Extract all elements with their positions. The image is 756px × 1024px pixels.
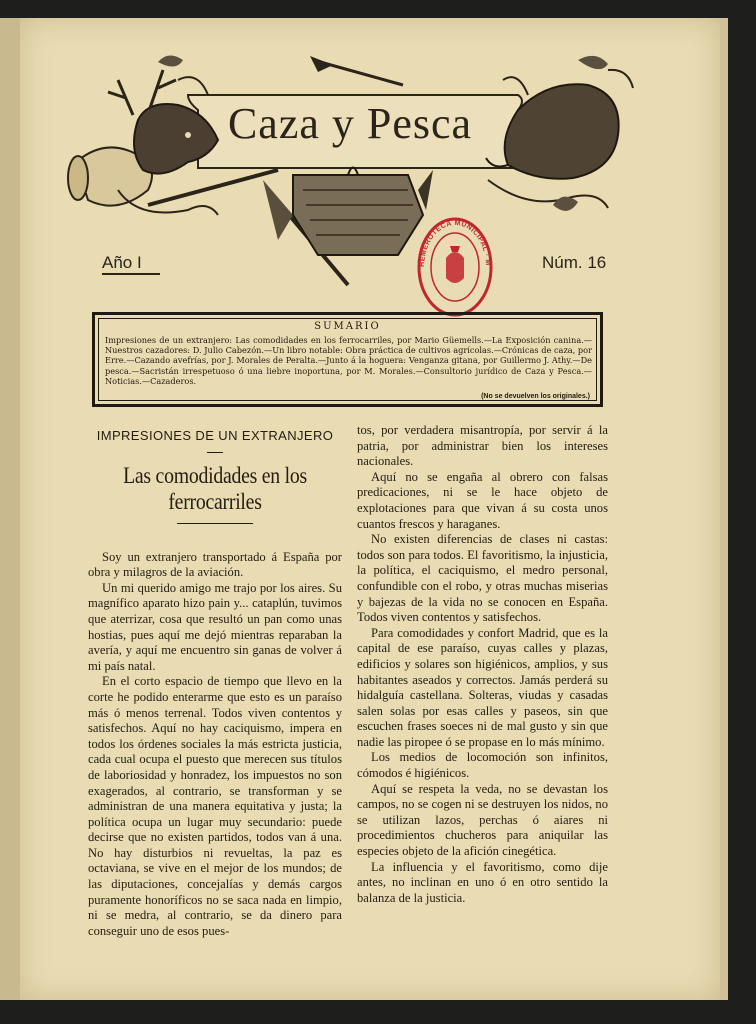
page-right-edge bbox=[720, 18, 728, 1000]
paragraph: No existen diferencias de clases ni castas: todos son para todos. El favoritismo, la injusticia, la política, el caciquismo, el medro personal, confundible con el robo, y otras muchas miserias y bajezas de la vida no se conocen en España. Todos viven contentos y satisfechos. bbox=[357, 532, 608, 625]
issue-number: Núm. 16 bbox=[542, 253, 607, 272]
paragraph: Soy un extranjero transportado á España por obra y milagros de la aviación. bbox=[88, 549, 342, 580]
paragraph: Para comodidades y confort Madrid, que es la capital de ese paraíso, cuyas calles y plazas, edificios y solares son higiénicos, amplios, y sus habitantes aseados y correctos. Jamás perderá su hidalguía castellana. Solteras, viudas y casadas salen solas por esas calles y paseos, sin que escuchen frases soeces ni de mal gusto y sin que nadie las piropee ó se propase en lo más mínimo. bbox=[357, 625, 608, 749]
paragraph: tos, por verdadera misantropía, por servir á la patria, por administrar bien los intereses nacionales. bbox=[357, 423, 608, 469]
paragraph: Aquí se respeta la veda, no se devastan los campos, no se cogen ni se destruyen los nidos, no se utilizan lazos, perchas ó aiares ni procedimientos chucheros para aniquilar las especies objeto de la afición cinegética. bbox=[357, 781, 608, 859]
sumario-title: SUMARIO bbox=[314, 321, 381, 332]
sumario-note: (No se devuelven los originales.) bbox=[481, 393, 590, 400]
magazine-title: Caza y Pesca bbox=[227, 99, 473, 148]
game-bag-icon bbox=[293, 168, 423, 256]
paragraph: Aquí no se engaña al obrero con falsas predicaciones, ni se le hace objeto de explotaciones para que vivan á su costa unos cuantos frescos y haraganes. bbox=[357, 469, 608, 531]
sumario-box bbox=[92, 312, 603, 407]
paragraph: La influencia y el favoritismo, como dije antes, no inclinan en uno ó en otro sentido la balanza de la justicia. bbox=[357, 859, 608, 905]
article-title: Las comodidades en los ferrocarriles bbox=[123, 462, 307, 514]
paragraph: En el corto espacio de tiempo que llevo en la corte he podido enterarme que esto es un paraíso más ó menos terrenal. Todos viven contentos y satisfechos. Aquí no hay caciquismo, impera en todos los órdenes sociales la más estricta justicia, cada cual ocupa el puesto que merecen sus títulos de laboriosidad y honradez, los impuestos no son exagerados, al contrario, se transforman y se administran de una manera equitativa y justa; la política ocupa un lugar muy secundario: puede decirse que no existen partidos, todos van á una. No hay disturbios ni revueltas, la paz es octaviana, se vive en el mejor de los mundos; de las diputaciones, concejalías y demás cargos puramente honoríficos no se saca nada en limpio, ni se medra, al contrario, se da dinero para conseguir uno de esos pues- bbox=[88, 674, 342, 938]
article-column-right bbox=[357, 423, 608, 906]
issue-year: Año I bbox=[102, 253, 160, 275]
article-column-left bbox=[88, 425, 342, 939]
heading-dash bbox=[207, 452, 223, 453]
paragraph: Los medios de locomoción son infinitos, cómodos é higiénicos. bbox=[357, 750, 608, 781]
section-heading: IMPRESIONES DE UN EXTRANJERO bbox=[96, 428, 334, 443]
stamp-text: HEMEROTECA MUNICIPAL · M bbox=[418, 219, 492, 268]
title-rule bbox=[177, 523, 253, 524]
previous-page-edge bbox=[0, 18, 20, 1000]
paragraph: Un mi querido amigo me trajo por los aires. Su magnífico aparato hizo pain y... cataplún, tuvimos que aterrizar, cosa que resultó un pan como unas hostias, pues aquí me dejó mientras reparaban la avería, y aquí me encuentro sin ganas de volver á mi país natal. bbox=[88, 580, 342, 673]
sumario-text: Impresiones de un extranjero: Las comodidades en los ferrocarriles, por Mario Güemells.—La Exposición canina.—Nuestros cazadores: D. Julio Cabezón.—Un libro notable: Obra práctica de cultivos agrícolas.—Crónicas de caza, por Erre.—Cazando avefrías, por J. Morales de Peralta.—Junto á la hoguera: Venganza gitana, por Guillermo J. Athy.—De pesca.—Sacristán irrespetuoso ó una liebre inoportuna, por M. Morales.—Consultorio jurídico de Caza y Pesca.—Noticias.—Cazaderos. bbox=[105, 335, 592, 386]
library-stamp bbox=[416, 216, 494, 318]
